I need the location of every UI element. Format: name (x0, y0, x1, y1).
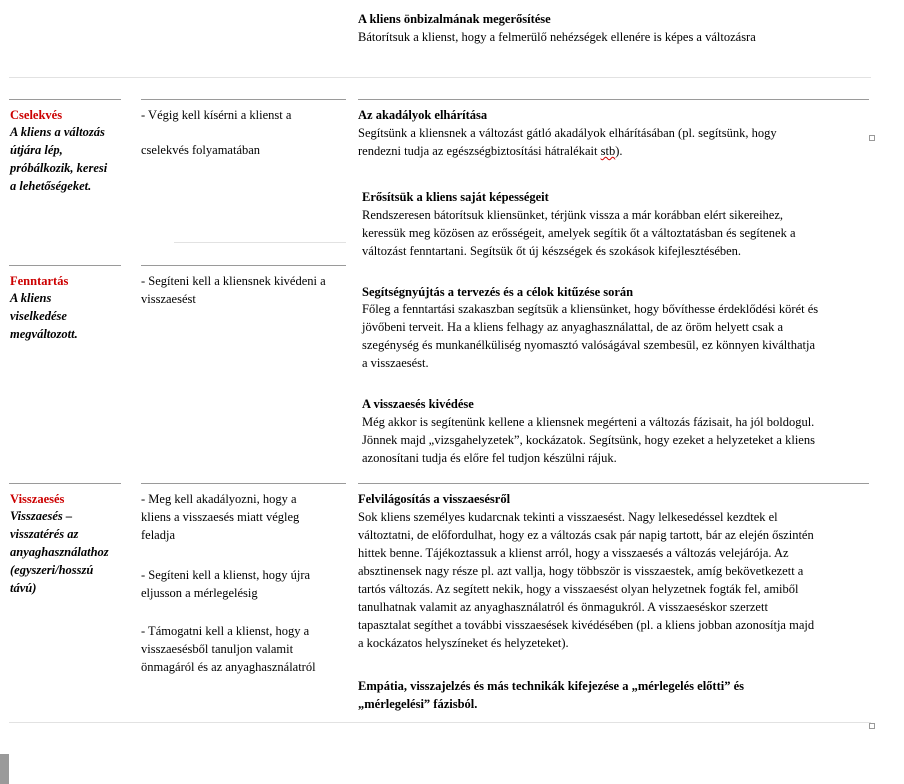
block-title-felvilagositas: Felvilágosítás a visszaesésről (358, 492, 511, 506)
divider (141, 99, 346, 100)
divider (174, 242, 346, 243)
block-text-kepessegek: Rendszeresen bátorítsuk kliensünket, térjünk vissza a már korábban elért sikereihez, keressük meg közösen az erősségeit, amelyek segítik őt a változtatásban és segítenek a változást fenntartani. Segítsük őt új készségek és szokások kifejlesztésében. (362, 208, 796, 258)
divider (141, 483, 346, 484)
table-marker (869, 723, 875, 729)
divider (9, 77, 871, 78)
divider (9, 99, 121, 100)
task-visszaeses-2: - Segíteni kell a klienst, hogy újra eljusson a mérlegelésig (141, 568, 311, 600)
stage-title-visszaeses: Visszaesés (10, 492, 65, 506)
task-visszaeses-3: - Támogatni kell a klienst, hogy a visszaesésből tanuljon valamit önmagáról és az anyaghasználatról (141, 624, 316, 674)
block-title-kepessegek: Erősítsük a kliens saját képességeit (362, 190, 549, 204)
block-title-empatia: Empátia, visszajelzés és más technikák kifejezése a „mérlegelés előtti” és „mérlegelési” fázisból. (358, 679, 745, 711)
divider (358, 99, 869, 100)
task-visszaeses-1: - Meg kell akadályozni, hogy a kliens a visszaesés miatt végleg feladja (141, 492, 300, 542)
divider (9, 483, 121, 484)
task-cselekves-line1: - Végig kell kísérni a klienst a (141, 108, 292, 122)
block-title-tervezes: Segítségnyújtás a tervezés és a célok kitűzése során (362, 285, 634, 299)
task-cselekves-line2: cselekvés folyamatában (141, 143, 261, 157)
divider (9, 265, 121, 266)
stage-desc-cselekves: A kliens a változás útjára lép, próbálkozik, keresi a lehetőségeket. (10, 125, 108, 193)
block-text-felvilagositas: Sok kliens személyes kudarcnak tekinti a visszaesést. Nagy lelkesedéssel kezdtek el változtatni, de előfordulhat, hogy ez a változás csak pár napig tartott, bár az elején őszintén hittek benne. Tájékoztassuk a klienst arról, hogy a visszaesés a változás velejárója. Az absztinensek nagy része pl. azt vallja, hogy többször is visszaestek, amíg bekövetkezett a tartós változás. Az segített nekik, hogy a visszaesést olyan helyzetnek fogták fel, amiből tanulhatnak valamit az anyaghasználatról és önmagukról. A visszaeséskor szerzett tapasztalat segíthet a további visszaesések kivédésében (pl. a kliens jobban azonosítja majd a kockázatos helyszíneket és helyzeteket). (358, 510, 815, 650)
stage-desc-fenntartas: A kliens viselkedése megváltozott. (10, 291, 78, 341)
table-marker (869, 135, 875, 141)
block-text-tervezes: Főleg a fenntartási szakaszban segítsük a kliensünket, hogy bővíthesse érdeklődési körét és jövőbeni terveit. Ha a kliens felhagy az anyaghasználattal, de az öröm helyett csak a szegénység és munkanélküliség nyomasztó valóságával szembesül, ez könnyen kiválthatja a visszaesést. (362, 302, 819, 370)
stage-title-fenntartas: Fenntartás (10, 274, 69, 288)
divider (358, 483, 869, 484)
divider (9, 722, 871, 723)
block-title-kivedes: A visszaesés kivédése (362, 397, 474, 411)
stage-title-cselekves: Cselekvés (10, 108, 63, 122)
block-title-akadalyok: Az akadályok elhárítása (358, 108, 488, 122)
intro-text: Bátorítsuk a klienst, hogy a felmerülő nehézségek ellenére is képes a változásra (358, 30, 756, 44)
divider (141, 265, 346, 266)
margin-bar (0, 754, 9, 784)
block-text-akadalyok: Segítsünk a kliensnek a változást gátló akadályok elhárításában (pl. segítsünk, hogy rendezni tudja az egészségbiztosítási hátralékait stb). (358, 126, 777, 158)
stage-desc-visszaeses: Visszaesés – visszatérés az anyaghasználathoz (egyszeri/hosszú távú) (10, 509, 109, 595)
block-text-kivedes: Még akkor is segítenünk kellene a kliensnek megérteni a változás fázisait, ha jól boldogul. Jönnek majd „vizsgahelyzetek”, kockázatok. Segítsünk, hogy ezeket a helyzeteket a kliens azonosítani tudja és előre fel tudjon készülni rájuk. (362, 415, 815, 465)
task-fenntartas: - Segíteni kell a kliensnek kivédeni a visszaesést (141, 274, 326, 306)
intro-title: A kliens önbizalmának megerősítése (358, 12, 551, 26)
